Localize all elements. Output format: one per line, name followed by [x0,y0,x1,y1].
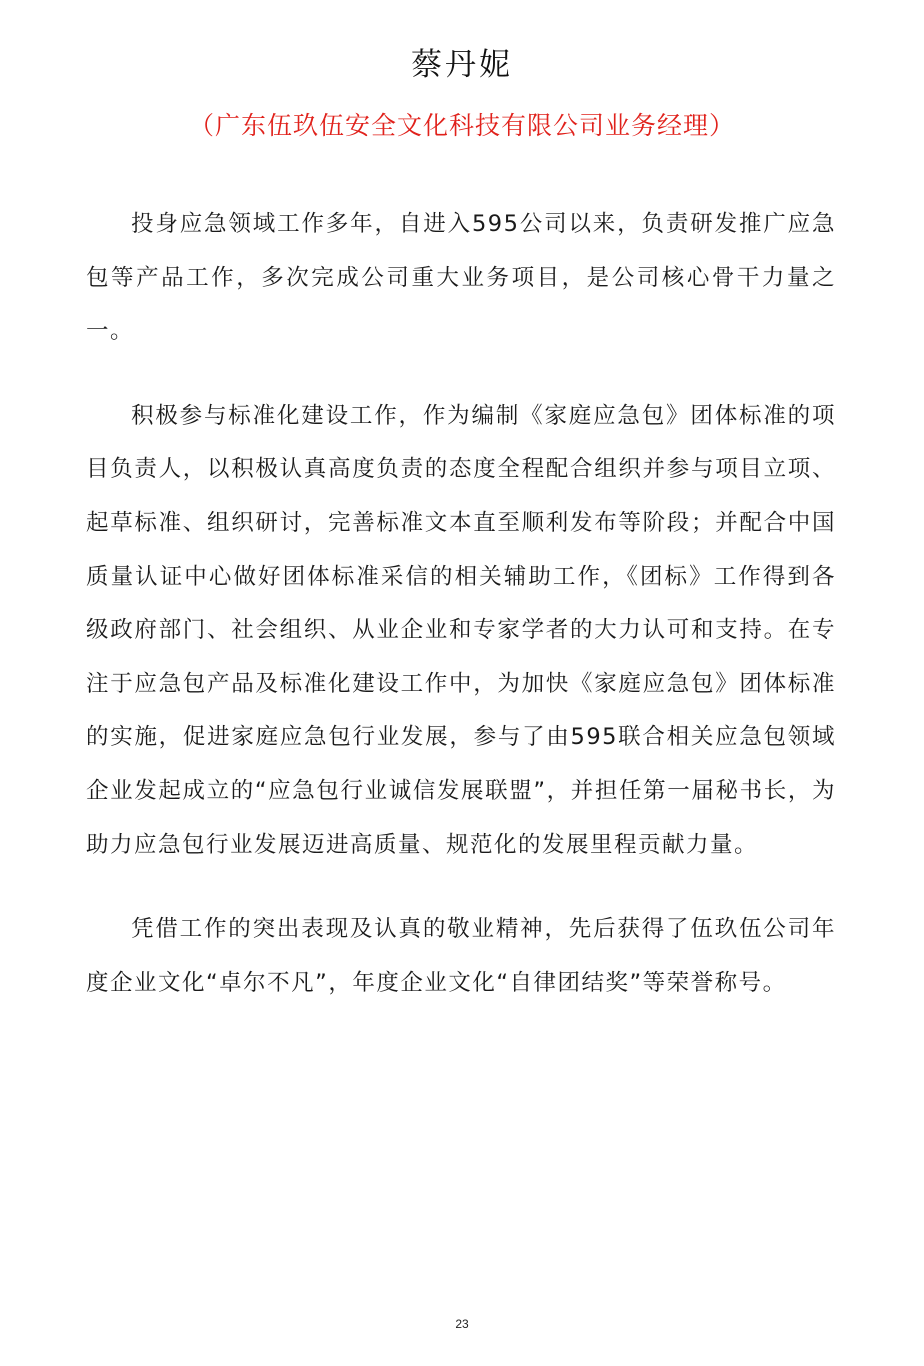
page-title: 蔡丹妮 [411,47,513,83]
page-number: 23 [455,1317,469,1331]
paragraph-1: 投身应急领域工作多年，自进入595公司以来，负责研发推广应急包等产品工作，多次完成公司重大业务项目，是公司核心骨干力量之一。 [86,211,836,345]
paragraph-3: 凭借工作的突出表现及认真的敬业精神，先后获得了伍玖伍公司年度企业文化“卓尔不凡”，年度企业文化“自律团结奖”等荣誉称号。 [86,916,836,996]
page-subtitle: （广东伍玖伍安全文化科技有限公司业务经理） [188,111,735,140]
body-text [86,198,836,1010]
paragraph-2: 积极参与标准化建设工作，作为编制《家庭应急包》团体标准的项目负责人，以积极认真高度负责的态度全程配合组织并参与项目立项、起草标准、组织研讨，完善标准文本直至顺利发布等阶段；并配合中国质量认证中心做好团体标准采信的相关辅助工作，《团标》工作得到各级政府部门、社会组织、从业企业和专家学者的大力认可和支持。在专注于应急包产品及标准化建设工作中，为加快《家庭应急包》团体标准的实施，促进家庭应急包行业发展，参与了由595联合相关应急包领域企业发起成立的“应急包行业诚信发展联盟”，并担任第一届秘书长，为助力应急包行业发展迈进高质量、规范化的发展里程贡献力量。 [86,402,836,858]
